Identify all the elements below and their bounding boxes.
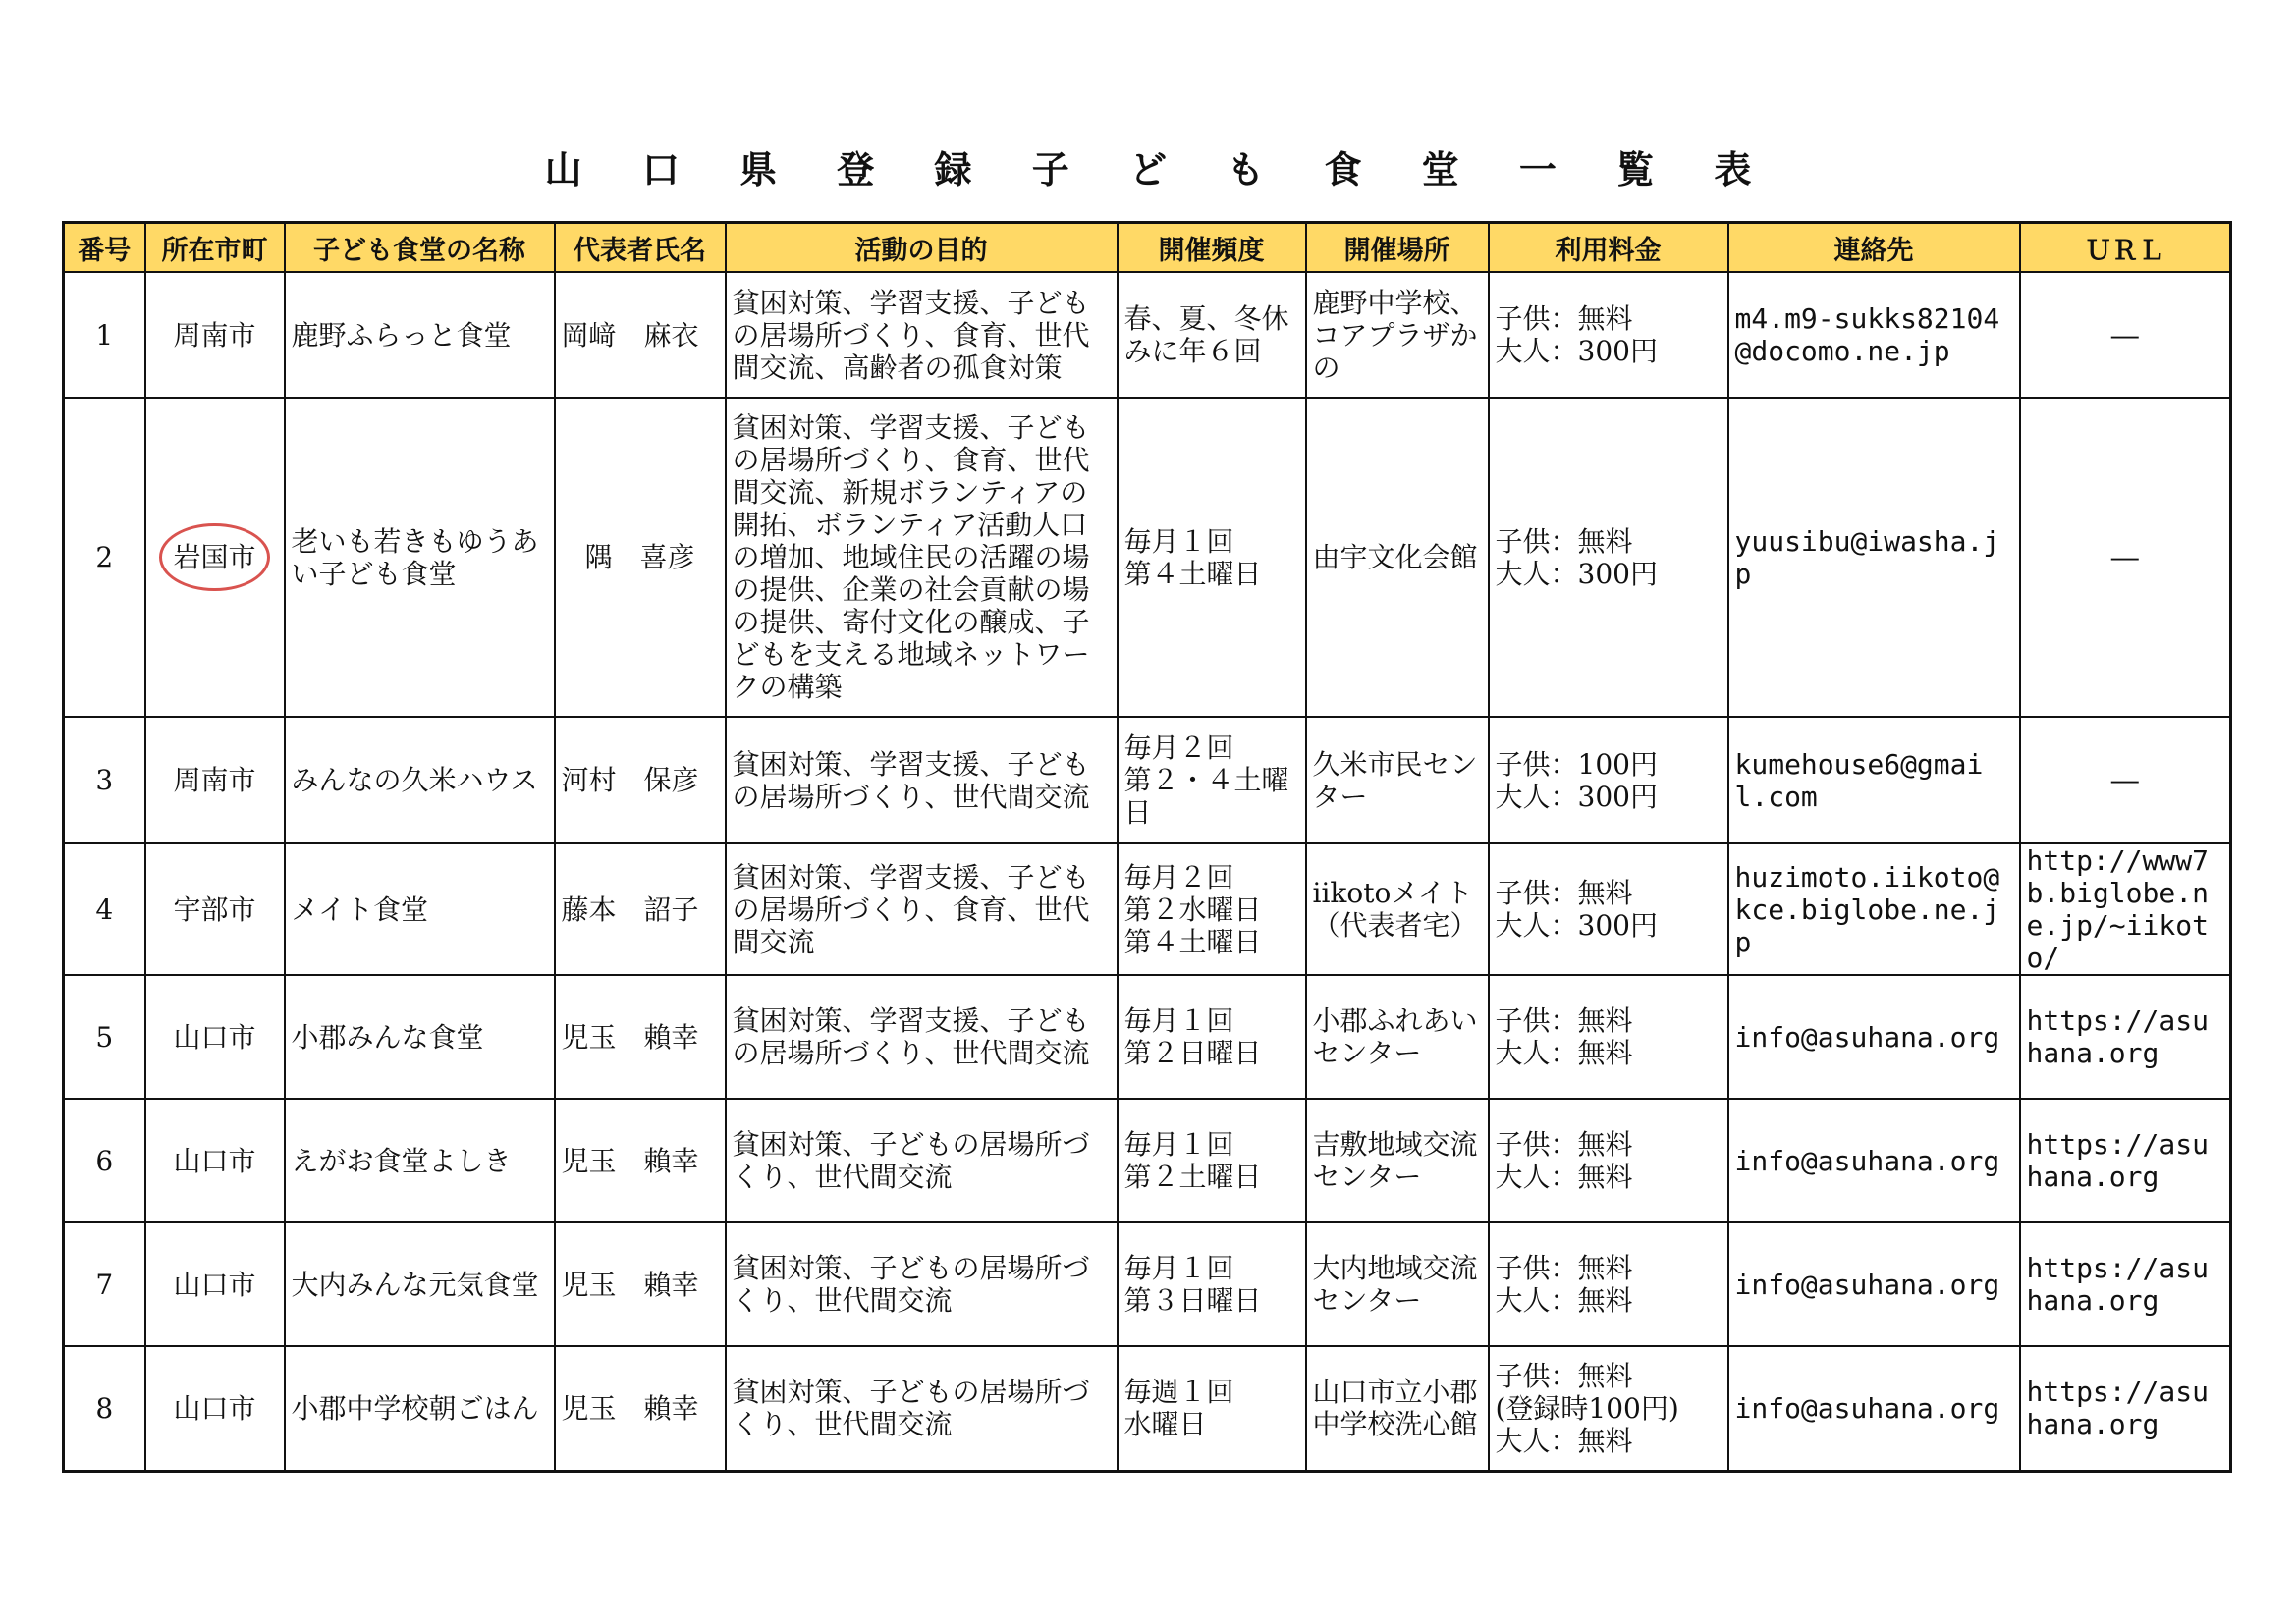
row-city: 宇部市 xyxy=(145,843,285,975)
row-representative: 隅 喜彦 xyxy=(555,398,726,717)
row-place: 由宇文化会館 xyxy=(1306,398,1489,717)
row-representative: 藤本 詔子 xyxy=(555,843,726,975)
table-row xyxy=(64,1346,2231,1471)
row-name: えがお食堂よしき xyxy=(285,1099,555,1222)
row-place: 大内地域交流センター xyxy=(1306,1222,1489,1346)
row-fee: 子供：無料 大人：無料 xyxy=(1489,1099,1728,1222)
row-purpose: 貧困対策、学習支援、子どもの居場所づくり、食育、世代間交流、新規ボランティアの開拓、ボランティア活動人口の増加、地域住民の活躍の場の提供、企業の社会貢献の場の提供、寄付文化の醸成、子どもを支える地域ネットワークの構築 xyxy=(726,398,1118,717)
row-city xyxy=(145,398,285,717)
table-row xyxy=(64,1222,2231,1346)
row-representative: 児玉 賴幸 xyxy=(555,1099,726,1222)
row-place: 鹿野中学校、コアプラザかの xyxy=(1306,272,1489,398)
row-frequency: 毎月２回 第２・４土曜日 xyxy=(1118,717,1306,843)
header-row xyxy=(64,223,2231,273)
header-number: 番号 xyxy=(64,223,145,273)
header-purpose: 活動の目的 xyxy=(726,223,1118,273)
table-row xyxy=(64,398,2231,717)
row-purpose: 貧困対策、学習支援、子どもの居場所づくり、世代間交流 xyxy=(726,717,1118,843)
header-url: ＵＲＬ xyxy=(2020,223,2231,273)
row-contact[interactable]: info@asuhana.org xyxy=(1728,1222,2020,1346)
table-row xyxy=(64,1099,2231,1222)
row-representative: 河村 保彦 xyxy=(555,717,726,843)
row-number: 5 xyxy=(64,975,145,1099)
row-url: ― xyxy=(2020,272,2231,398)
row-name: メイト食堂 xyxy=(285,843,555,975)
row-representative: 児玉 賴幸 xyxy=(555,1346,726,1471)
row-city: 山口市 xyxy=(145,1346,285,1471)
row-city: 山口市 xyxy=(145,1099,285,1222)
row-frequency: 毎月１回 第３日曜日 xyxy=(1118,1222,1306,1346)
table-row xyxy=(64,843,2231,975)
row-contact[interactable]: info@asuhana.org xyxy=(1728,1099,2020,1222)
row-name: みんなの久米ハウス xyxy=(285,717,555,843)
row-place: 吉敷地域交流センター xyxy=(1306,1099,1489,1222)
row-purpose: 貧困対策、子どもの居場所づくり、世代間交流 xyxy=(726,1099,1118,1222)
row-fee: 子供：無料 (登録時100円) 大人：無料 xyxy=(1489,1346,1728,1471)
row-url[interactable]: https://asuhana.org xyxy=(2020,975,2231,1099)
row-number: 3 xyxy=(64,717,145,843)
row-purpose: 貧困対策、子どもの居場所づくり、世代間交流 xyxy=(726,1346,1118,1471)
row-fee: 子供：100円 大人：300円 xyxy=(1489,717,1728,843)
table-row xyxy=(64,717,2231,843)
row-purpose: 貧困対策、学習支援、子どもの居場所づくり、食育、世代間交流、高齢者の孤食対策 xyxy=(726,272,1118,398)
row-fee: 子供：無料 大人：300円 xyxy=(1489,272,1728,398)
row-place: iikotoメイト（代表者宅） xyxy=(1306,843,1489,975)
row-frequency: 毎月１回 第２土曜日 xyxy=(1118,1099,1306,1222)
row-purpose: 貧困対策、子どもの居場所づくり、世代間交流 xyxy=(726,1222,1118,1346)
row-number: 8 xyxy=(64,1346,145,1471)
row-number: 2 xyxy=(64,398,145,717)
row-contact[interactable]: m4.m9-sukks82104@docomo.ne.jp xyxy=(1728,272,2020,398)
row-representative: 児玉 賴幸 xyxy=(555,975,726,1099)
header-fee: 利用料金 xyxy=(1489,223,1728,273)
row-frequency: 春、夏、冬休みに年６回 xyxy=(1118,272,1306,398)
row-fee: 子供：無料 大人：300円 xyxy=(1489,843,1728,975)
row-url: ― xyxy=(2020,398,2231,717)
row-url[interactable]: http://www7b.biglobe.ne.jp/~iikoto/ xyxy=(2020,843,2231,975)
row-purpose: 貧困対策、学習支援、子どもの居場所づくり、食育、世代間交流 xyxy=(726,843,1118,975)
row-contact[interactable]: info@asuhana.org xyxy=(1728,975,2020,1099)
row-name: 小郡中学校朝ごはん xyxy=(285,1346,555,1471)
row-name: 大内みんな元気食堂 xyxy=(285,1222,555,1346)
row-place: 小郡ふれあいセンター xyxy=(1306,975,1489,1099)
row-city: 山口市 xyxy=(145,975,285,1099)
row-number: 7 xyxy=(64,1222,145,1346)
row-number: 6 xyxy=(64,1099,145,1222)
row-fee: 子供：無料 大人：無料 xyxy=(1489,1222,1728,1346)
header-representative: 代表者氏名 xyxy=(555,223,726,273)
row-representative: 岡﨑 麻衣 xyxy=(555,272,726,398)
table-row xyxy=(64,272,2231,398)
kodomo-shokudo-table xyxy=(62,221,2232,1473)
page-title: 山 口 県 登 録 子 ど も 食 堂 一 覧 表 xyxy=(544,148,1776,191)
header-city: 所在市町 xyxy=(145,223,285,273)
header-frequency: 開催頻度 xyxy=(1118,223,1306,273)
row-contact[interactable]: yuusibu@iwasha.jp xyxy=(1728,398,2020,717)
row-url[interactable]: https://asuhana.org xyxy=(2020,1346,2231,1471)
row-city: 周南市 xyxy=(145,717,285,843)
header-place: 開催場所 xyxy=(1306,223,1489,273)
row-name: 小郡みんな食堂 xyxy=(285,975,555,1099)
row-contact[interactable]: info@asuhana.org xyxy=(1728,1346,2020,1471)
row-place: 久米市民センター xyxy=(1306,717,1489,843)
row-frequency: 毎月１回 第２日曜日 xyxy=(1118,975,1306,1099)
row-url: ― xyxy=(2020,717,2231,843)
row-number: 1 xyxy=(64,272,145,398)
row-fee: 子供：無料 大人：無料 xyxy=(1489,975,1728,1099)
row-name: 老いも若きもゆうあい子ども食堂 xyxy=(285,398,555,717)
row-contact[interactable]: huzimoto.iikoto@kce.biglobe.ne.jp xyxy=(1728,843,2020,975)
row-place: 山口市立小郡中学校洗心館 xyxy=(1306,1346,1489,1471)
row-frequency: 毎週１回 水曜日 xyxy=(1118,1346,1306,1471)
row-name: 鹿野ふらっと食堂 xyxy=(285,272,555,398)
row-purpose: 貧困対策、学習支援、子どもの居場所づくり、世代間交流 xyxy=(726,975,1118,1099)
row-city: 山口市 xyxy=(145,1222,285,1346)
row-frequency: 毎月２回 第２水曜日 第４土曜日 xyxy=(1118,843,1306,975)
row-frequency: 毎月１回 第４土曜日 xyxy=(1118,398,1306,717)
row-number: 4 xyxy=(64,843,145,975)
row-fee: 子供：無料 大人：300円 xyxy=(1489,398,1728,717)
row-representative: 児玉 賴幸 xyxy=(555,1222,726,1346)
row-url[interactable]: https://asuhana.org xyxy=(2020,1099,2231,1222)
circled-city-annotation: 岩国市 xyxy=(173,541,256,573)
row-contact[interactable]: kumehouse6@gmail.com xyxy=(1728,717,2020,843)
row-url[interactable]: https://asuhana.org xyxy=(2020,1222,2231,1346)
table-row xyxy=(64,975,2231,1099)
row-city: 周南市 xyxy=(145,272,285,398)
header-name: 子ども食堂の名称 xyxy=(285,223,555,273)
header-contact: 連絡先 xyxy=(1728,223,2020,273)
